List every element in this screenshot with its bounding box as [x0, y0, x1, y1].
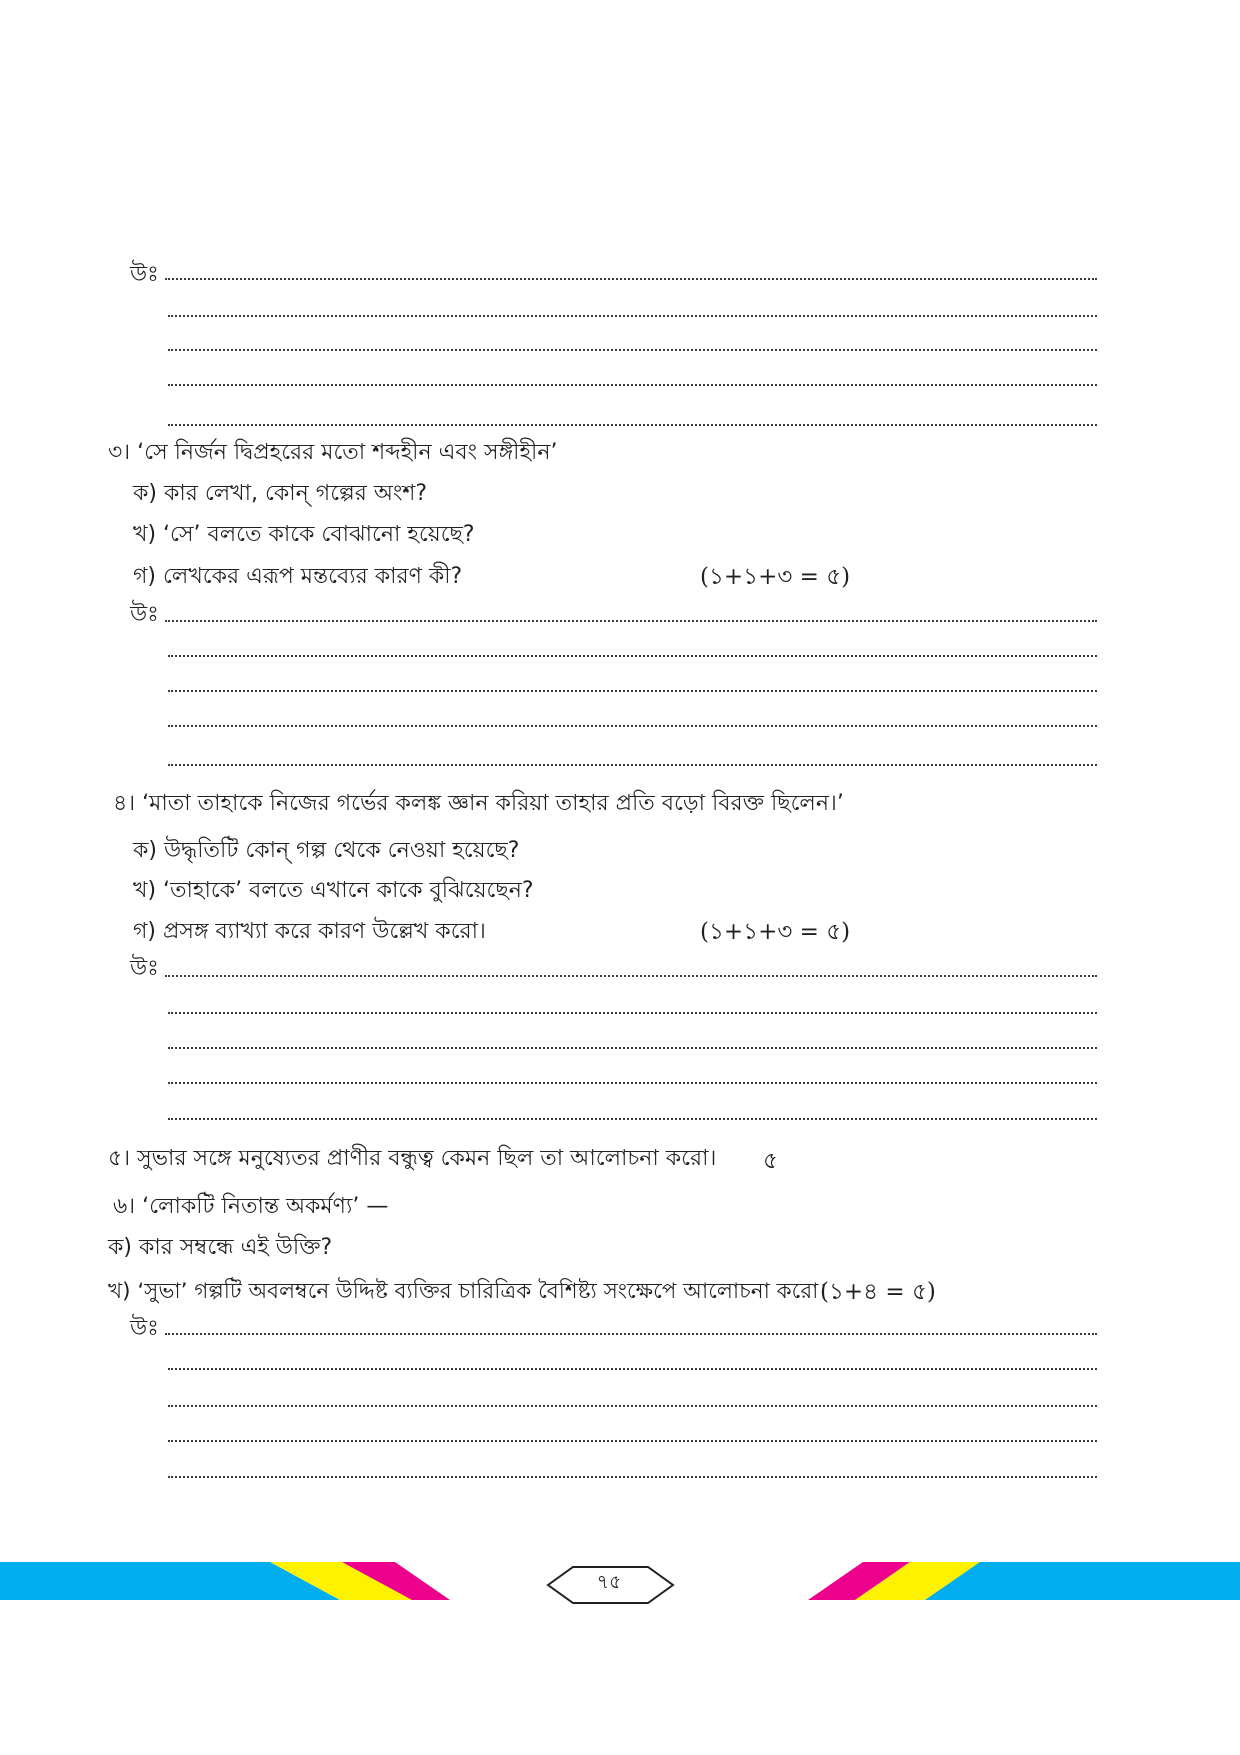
answer-line[interactable] — [165, 620, 1097, 622]
answer-line[interactable] — [168, 384, 1097, 386]
answer-line[interactable] — [168, 1047, 1097, 1049]
answer-line[interactable] — [168, 725, 1097, 727]
answer-line[interactable] — [168, 690, 1097, 692]
answer-line[interactable] — [168, 1405, 1097, 1407]
answer-line[interactable] — [168, 424, 1097, 426]
answer-line[interactable] — [168, 1082, 1097, 1084]
question-3-part-a: ক) কার লেখা, কোন্ গল্পের অংশ? — [133, 481, 428, 506]
answer-label: উঃ — [130, 1316, 159, 1341]
answer-label: উঃ — [130, 602, 159, 627]
footer-right-cyan-band — [925, 1562, 1240, 1600]
answer-line[interactable] — [168, 1118, 1097, 1120]
answer-line[interactable] — [168, 315, 1097, 317]
question-4-marks: (১+১+৩ = ৫) — [700, 919, 851, 945]
question-5-marks: ৫ — [763, 1148, 778, 1174]
question-5-prompt: ৫। সুভার সঙ্গে মনুষ্যেতর প্রাণীর বন্ধুত্ব কেমন ছিল তা আলোচনা করো। — [108, 1146, 717, 1171]
question-4-part-c: গ) প্রসঙ্গ ব্যাখ্যা করে কারণ উল্লেখ করো। — [133, 919, 486, 944]
question-4-part-b: খ) ‘তাহাকে’ বলতে এখানে কাকে বুঝিয়েছেন? — [133, 878, 534, 903]
question-3-part-c: গ) লেখকের এরূপ মন্তব্যের কারণ কী? — [133, 564, 463, 589]
answer-line[interactable] — [168, 764, 1097, 766]
question-4-part-a: ক) উদ্ধৃতিটি কোন্ গল্প থেকে নেওয়া হয়েছে? — [133, 838, 520, 863]
question-3-prompt: ৩। ‘সে নির্জন দ্বিপ্রহরের মতো শব্দহীন এবং সঙ্গীহীন’ — [108, 440, 558, 465]
answer-line[interactable] — [165, 1333, 1097, 1335]
page-number: ৭৫ — [596, 1571, 622, 1593]
question-4-prompt: ৪। ‘মাতা তাহাকে নিজের গর্ভের কলঙ্ক জ্ঞান করিয়া তাহার প্রতি বড়ো বিরক্ত ছিলেন।’ — [113, 791, 844, 816]
answer-line[interactable] — [168, 1012, 1097, 1014]
question-6-marks: (১+৪ = ৫) — [820, 1279, 936, 1305]
answer-line[interactable] — [165, 975, 1097, 977]
answer-line[interactable] — [168, 1440, 1097, 1442]
answer-line[interactable] — [168, 655, 1097, 657]
question-6-part-b: খ) ‘সুভা’ গল্পটি অবলম্বনে উদ্দিষ্ট ব্যক্তির চারিত্রিক বৈশিষ্ট্য সংক্ষেপে আলোচনা করো। — [108, 1279, 827, 1304]
question-3-part-b: খ) ‘সে’ বলতে কাকে বোঝানো হয়েছে? — [133, 522, 475, 547]
answer-line[interactable] — [165, 278, 1097, 280]
question-6-part-a: ক) কার সম্বন্ধে এই উক্তি? — [108, 1235, 333, 1260]
answer-line[interactable] — [168, 349, 1097, 351]
answer-line[interactable] — [168, 1368, 1097, 1370]
question-6-prompt: ৬। ‘লোকটি নিতান্ত অকর্মণ্য’ — — [113, 1194, 389, 1219]
question-3-marks: (১+১+৩ = ৫) — [700, 564, 851, 590]
answer-label: উঃ — [130, 262, 159, 287]
answer-label: উঃ — [130, 956, 159, 981]
answer-line[interactable] — [168, 1476, 1097, 1478]
